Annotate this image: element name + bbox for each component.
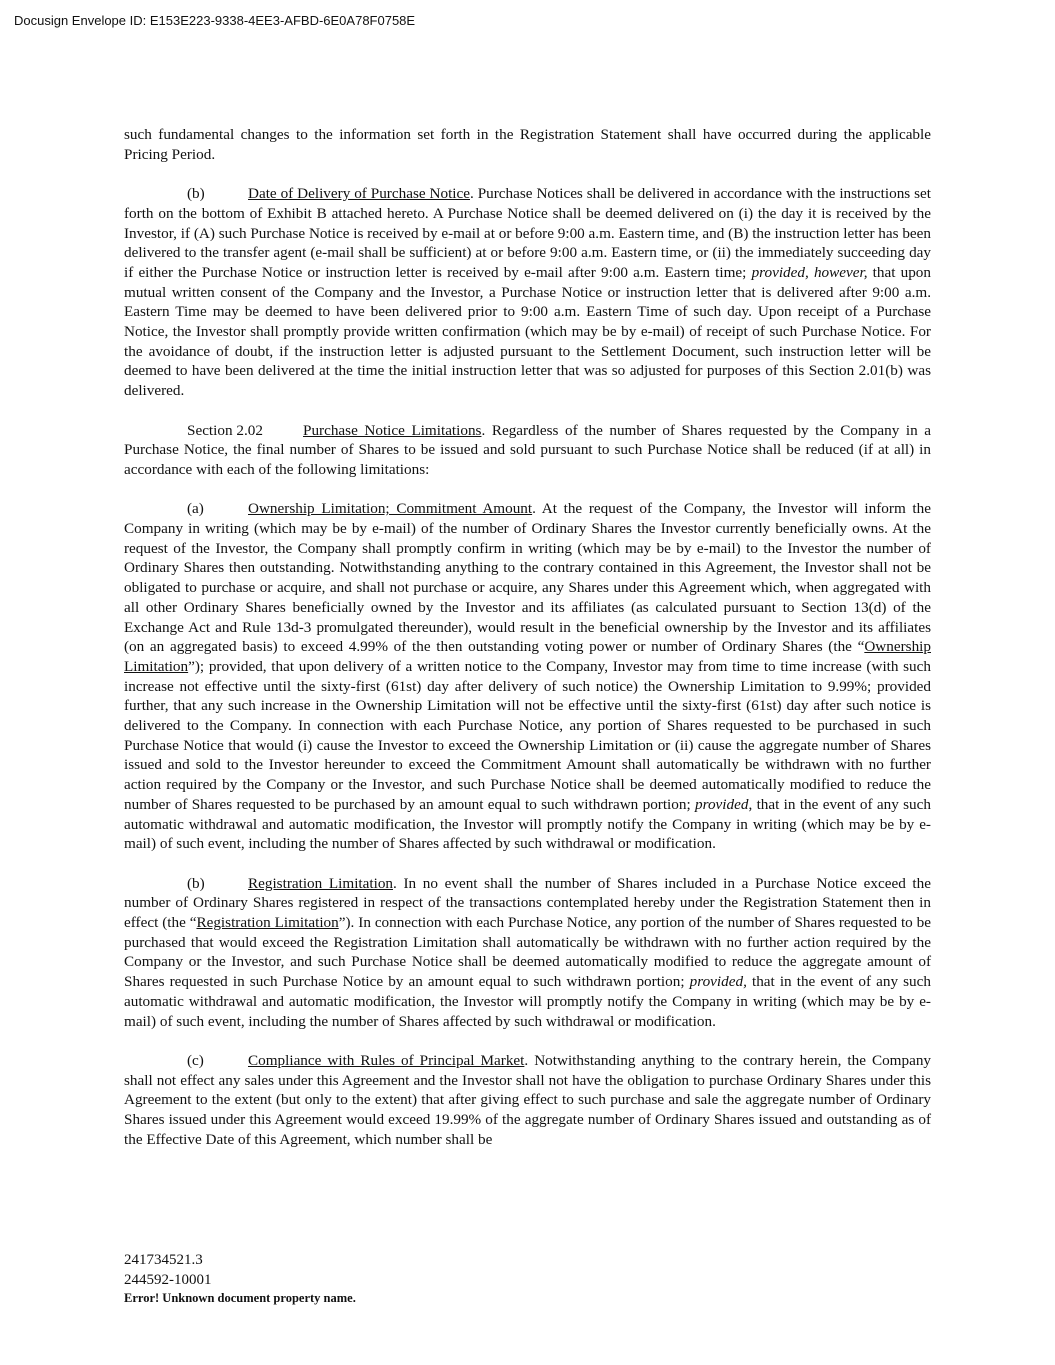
paragraph-text: ”). In connection with each Purchase Notice, any portion of the number of Shares requested to be purchased that would exceed the Registration Limitation shall automatically be withdrawn with no further action required by the Company or the Investor, and such Purchase Notice shall be deemed automatically modified to reduce the aggregate amount of Shares requested in such Purchase Notice by an amount equal to such withdrawn portion; — [124, 914, 932, 991]
defined-term: Registration Limitation — [196, 914, 339, 932]
paragraph-heading: Ownership Limitation; Commitment Amount — [248, 500, 533, 518]
paragraph-text: . Notwithstanding anything to the contrary herein, the Company shall not effect any sales under this Agreement and the Investor shall not have the obligation to purchase Ordinary Shares under this Agreement to the extent (but only to the extent) that after giving effect to such purchase and sale the aggregate number of Ordinary Shares issued under this Agreement would exceed 19.99% of the aggregate number of Ordinary Shares issued and outstanding as of the Effective Date of this Agreement, which number shall be — [124, 1051, 932, 1148]
paragraph-text: that upon mutual written consent of the Company and the Investor, a Purchase Notice or instruction letter that is delivered after 9:00 a.m. Eastern Time may be deemed to have been delivered prior to 9:00 a.m. Eastern Time of such day. Upon receipt of a Purchase Notice, the Investor shall promptly provide written confirmation (which may be by e-mail) of receipt of such Purchase Notice. For the avoidance of doubt, if the instruction letter is adjusted pursuant to the Settlement Document, such instruction letter will be deemed to have been delivered at the time the initial instruction letter that was so adjusted for purposes of this Section 2.01(b) was delivered. — [124, 263, 931, 400]
section-text: . Regardless of the number of Shares requested by the Company in a Purchase Notice, the final number of Shares to be issued and sold pursuant to such Purchase Notice shall be reduced (if at all) in accordance with each of the following limitations: — [124, 421, 931, 478]
paragraph-heading: Compliance with Rules of Principal Market — [248, 1051, 525, 1069]
paragraph-principal-market — [124, 1051, 931, 1150]
section-heading: Purchase Notice Limitations — [303, 421, 482, 439]
paragraph-text: . At the request of the Company, the Investor will inform the Company in writing (which may be by e-mail) of the number of Ordinary Shares the Investor currently beneficially owns. At the request of the Investor, the Company shall promptly confirm in writing (which may be by e-mail) to the Investor the number of Ordinary Shares then outstanding. Notwithstanding anything to the contrary contained in this Agreement, the Investor shall not be obligated to purchase or acquire, and shall not purchase or acquire, any Shares under this Agreement which, when aggregated with all other Ordinary Shares beneficially owned by the Investor and its affiliates (as calculated pursuant to Section 13(d) of the Exchange Act and Rule 13d-3 promulgated thereunder), would result in the beneficial ownership by the Investor and its affiliates (on an aggregated basis) to exceed 4.99% of the then outstanding voting power or number of Ordinary Shares (the “ — [124, 500, 931, 656]
italic-proviso: provided — [695, 795, 749, 813]
property-error-text: Error! Unknown document property name. — [124, 1291, 356, 1305]
paragraph-label: (b) — [187, 185, 205, 203]
section-label: Section 2.02 — [187, 421, 263, 439]
paragraph-text: . Purchase Notices shall be delivered in accordance with the instructions set forth on the bottom of Exhibit B attached hereto. A Purchase Notice shall be deemed delivered on (i) the day it is received by the Investor, if (A) such Purchase Notice is received by e-mail at or before 9:00 a.m. Eastern time, and (B) the instruction letter has been delivered to the transfer agent (e-mail shall be sufficient) at or before 9:00 a.m. Eastern time, or (ii) the immediately succeeding day if either the Purchase Notice or instruction letter is received by e-mail after 9:00 a.m. Eastern time; — [124, 185, 932, 281]
italic-proviso: provided, however, — [751, 263, 868, 281]
italic-proviso: provided, — [689, 973, 747, 991]
paragraph-text: that in the event of any such automatic withdrawal and automatic modification, the Investor will promptly notify the Company in writing (which may be by e-mail) of such event, including the number of Shares affected by such withdrawal or modification. — [124, 973, 931, 1030]
document-number: 241734521.3 — [124, 1252, 203, 1268]
paragraph-text: , that in the event of any such automatic withdrawal and automatic modification, the Investor will promptly notify the Company in writing (which may be by e-mail) of such event, including the number of Shares affected by such withdrawal or modification. — [124, 795, 931, 853]
defined-term: Ownership Limitation — [124, 638, 931, 675]
matter-number: 244592-10001 — [124, 1271, 212, 1288]
page-footer — [124, 1251, 356, 1307]
docusign-envelope-id: Docusign Envelope ID: E153E223-9338-4EE3-AFBD-6E0A78F0758E — [14, 13, 416, 28]
intro-paragraph: such fundamental changes to the information set forth in the Registration Statement shall have occurred during the applicable Pricing Period. — [124, 126, 931, 163]
paragraph-heading: Registration Limitation — [248, 874, 394, 892]
paragraph-label: (a) — [187, 500, 204, 518]
paragraph-label: (c) — [187, 1051, 204, 1069]
paragraph-label: (b) — [187, 874, 205, 892]
paragraph-text: . In no event shall the number of Shares included in a Purchase Notice exceed the number of Ordinary Shares registered in respect of the transactions contemplated hereby under the Registration Statement then in effect (the “ — [124, 874, 931, 932]
paragraph-date-of-delivery — [124, 184, 931, 401]
paragraph-ownership-limitation — [124, 499, 931, 854]
paragraph-registration-limitation — [124, 874, 931, 1032]
paragraph-heading: Date of Delivery of Purchase Notice — [248, 185, 470, 203]
section-2-02 — [124, 421, 931, 480]
document-body — [124, 125, 931, 1169]
paragraph-text: ”); provided, that upon delivery of a written notice to the Company, Investor may from time to time increase (with such increase not effective until the sixty-first (61st) day after delivery of such notice) the Ownership Limitation to 9.99%; provided further, that any such increase in the Ownership Limitation will not be effective until the sixty-first (61st) day after such notice is delivered to the Company. In connection with each Purchase Notice, any portion of Shares requested to be purchased in such Purchase Notice that would (i) cause the Investor to exceed the Ownership Limitation or (ii) cause the aggregate number of Shares issued and sold to the Investor hereunder to exceed the Commitment Amount shall automatically be withdrawn with no further action required by the Company or the Investor, and such Purchase Notice shall be deemed automatically modified to reduce the number of Shares requested to be purchased by an amount equal to such withdrawn portion; — [124, 657, 931, 813]
